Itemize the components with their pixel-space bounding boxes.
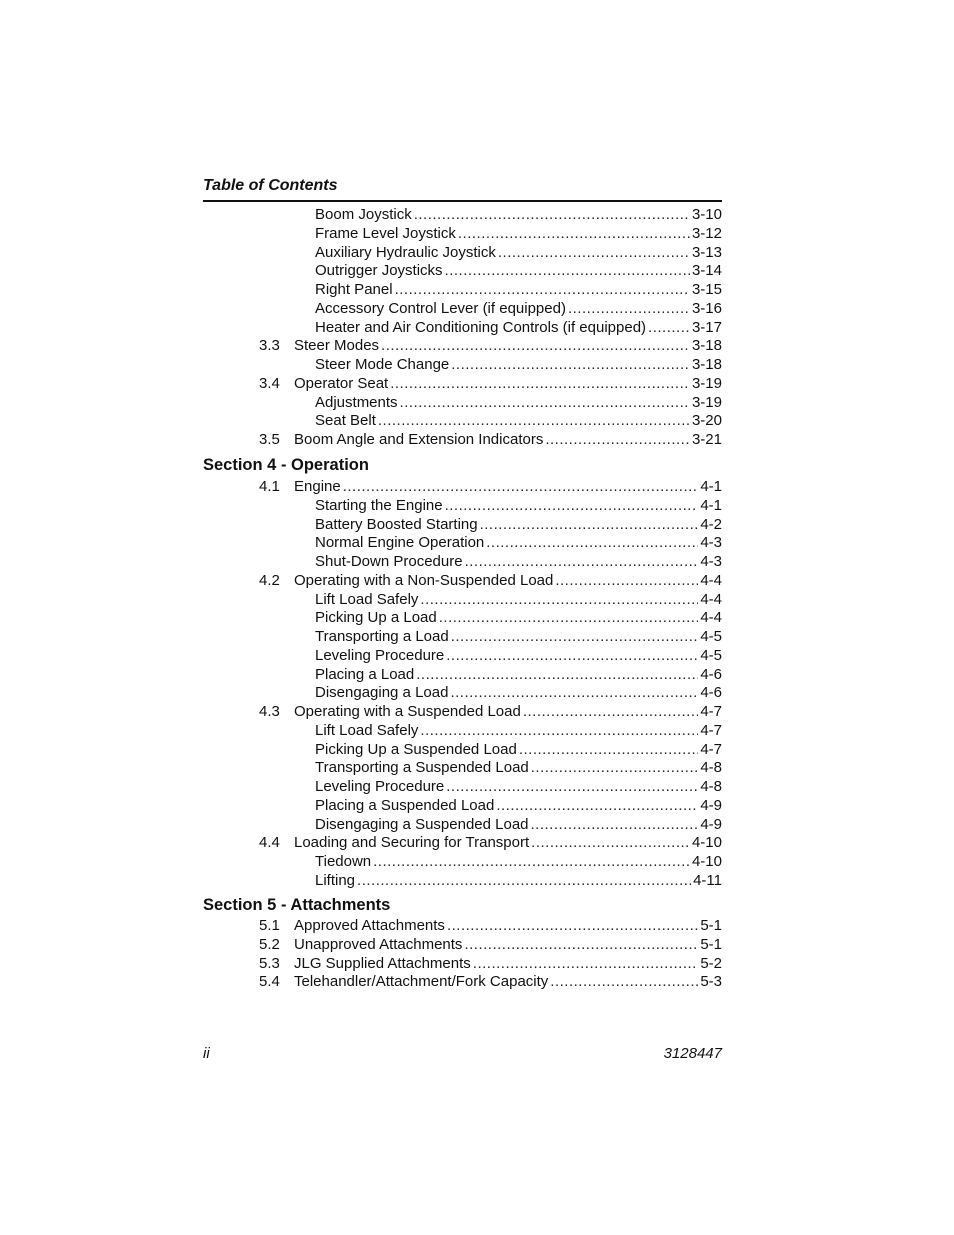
- toc-entry-title: Steer Modes: [294, 337, 380, 355]
- toc-entry[interactable]: [315, 411, 722, 430]
- toc-entry-title: Battery Boosted Starting: [315, 515, 478, 533]
- toc-entry[interactable]: [315, 683, 722, 702]
- toc-entry[interactable]: [315, 758, 722, 777]
- toc-leader-dots: [519, 740, 699, 759]
- toc-leader-dots: [343, 477, 699, 496]
- toc-entry-title: Frame Level Joystick: [315, 224, 456, 242]
- toc-leader-dots: [531, 815, 699, 834]
- toc-entry-page: 3-17: [691, 318, 722, 336]
- toc-leader-dots: [648, 318, 690, 337]
- toc-entry[interactable]: [315, 355, 722, 374]
- toc-entry-title: Engine: [294, 478, 341, 495]
- toc-leader-dots: [450, 683, 698, 702]
- toc-leader-dots: [445, 496, 699, 515]
- toc-entry-title: Normal Engine Operation: [315, 534, 485, 552]
- toc-entry-title: Operator Seat: [294, 374, 389, 392]
- toc-leader-dots: [445, 261, 690, 280]
- toc-entry[interactable]: [315, 627, 722, 646]
- toc-entry[interactable]: [259, 972, 722, 991]
- toc-entry[interactable]: [315, 552, 722, 571]
- toc-entry-title: JLG Supplied Attachments: [294, 954, 471, 972]
- toc-entry[interactable]: [315, 721, 722, 740]
- toc-entry-page: 4-5: [700, 646, 722, 664]
- toc-entry-number: 5.3: [259, 954, 280, 972]
- toc-entry-title: Picking Up a Suspended Load: [315, 740, 517, 758]
- toc-entry-number: 5.4: [259, 973, 280, 991]
- toc-entry-page: 3-19: [691, 374, 722, 392]
- toc-leader-dots: [357, 871, 691, 890]
- toc-leader-dots: [473, 954, 699, 973]
- toc-entry-title: Shut-Down Procedure: [315, 553, 463, 570]
- toc-entry-page: 3-16: [691, 299, 722, 317]
- toc-entry-title: Boom Angle and Extension Indicators: [294, 431, 544, 448]
- toc-leader-dots: [446, 777, 698, 796]
- toc-entry-title: Steer Mode Change: [315, 356, 450, 373]
- toc-leader-dots: [523, 702, 698, 721]
- footer-page-number: ii: [203, 1045, 210, 1062]
- toc-leader-dots: [395, 280, 690, 299]
- toc-leader-dots: [568, 299, 690, 318]
- toc-entry[interactable]: [315, 496, 722, 515]
- toc-entry-page: 4-9: [700, 796, 722, 814]
- toc-leader-dots: [420, 590, 698, 609]
- toc-entry-title: Approved Attachments: [294, 917, 445, 934]
- toc-entry[interactable]: [315, 224, 722, 243]
- toc-entry[interactable]: [315, 533, 722, 552]
- toc-entry-title: Unapproved Attachments: [294, 935, 463, 953]
- toc-leader-dots: [446, 646, 698, 665]
- toc-entry-number: 4.4: [259, 834, 280, 852]
- toc-entry-page: 4-4: [700, 590, 722, 608]
- header-title: Table of Contents: [203, 177, 338, 194]
- toc-entry-page: 3-15: [691, 281, 722, 298]
- toc-entry[interactable]: [315, 243, 722, 262]
- toc-entry-title: Picking Up a Load: [315, 609, 437, 627]
- toc-leader-dots: [555, 571, 698, 590]
- toc-entry[interactable]: [315, 815, 722, 834]
- toc-leader-dots: [486, 533, 698, 552]
- toc-entry[interactable]: [315, 665, 722, 684]
- toc-entry-number: 4.3: [259, 703, 280, 720]
- toc-entry-title: Transporting a Suspended Load: [315, 759, 529, 777]
- toc-entry[interactable]: [259, 430, 722, 449]
- toc-leader-dots: [531, 758, 699, 777]
- toc-entry-title: Disengaging a Suspended Load: [315, 815, 529, 833]
- toc-leader-dots: [439, 608, 699, 627]
- toc-entry-number: 3.4: [259, 374, 280, 392]
- toc-entry-page: 4-10: [691, 853, 722, 870]
- toc-entry[interactable]: [315, 777, 722, 796]
- toc-entry-page: 4-2: [700, 515, 722, 533]
- toc-entry-page: 4-8: [700, 759, 722, 777]
- toc-entry-title: Boom Joystick: [315, 206, 412, 223]
- toc-entry-title: Outrigger Joysticks: [315, 262, 443, 280]
- toc-entry-page: 4-8: [700, 778, 722, 795]
- toc-entry-page: 3-10: [691, 206, 722, 223]
- toc-entry-page: 4-6: [700, 684, 722, 702]
- toc-entry[interactable]: [259, 833, 722, 852]
- toc-leader-dots: [451, 627, 699, 646]
- toc-entry[interactable]: [315, 393, 722, 412]
- toc-leader-dots: [464, 935, 698, 954]
- toc-entry-title: Leveling Procedure: [315, 778, 445, 795]
- toc-leader-dots: [496, 796, 698, 815]
- toc-entry-page: 3-14: [691, 262, 722, 280]
- toc-entry[interactable]: [315, 646, 722, 665]
- toc-entry-title: Seat Belt: [315, 412, 376, 430]
- toc-entry-page: 3-18: [691, 356, 722, 373]
- toc-entry-title: Telehandler/Attachment/Fork Capacity: [294, 973, 549, 991]
- toc-entry-page: 4-6: [700, 665, 722, 683]
- toc-entry[interactable]: [315, 740, 722, 759]
- toc-entry[interactable]: [315, 852, 722, 871]
- toc-entry-number: 3.5: [259, 431, 280, 448]
- toc-entry-title: Placing a Suspended Load: [315, 796, 495, 814]
- toc-entry-title: Operating with a Suspended Load: [294, 703, 521, 720]
- toc-entry[interactable]: [315, 299, 722, 318]
- toc-entry-number: 3.3: [259, 337, 280, 355]
- toc-entry-number: 4.1: [259, 478, 280, 495]
- toc-leader-dots: [480, 515, 699, 534]
- toc-entry-page: 4-3: [700, 553, 722, 570]
- toc-entry-page: 4-1: [700, 478, 722, 495]
- toc-leader-dots: [550, 972, 698, 991]
- toc-entry-title: Disengaging a Load: [315, 684, 449, 702]
- toc-entry[interactable]: [315, 261, 722, 280]
- toc-entry-title: Transporting a Load: [315, 628, 449, 645]
- toc-entry[interactable]: [315, 515, 722, 534]
- toc-entry-page: 3-18: [691, 337, 722, 355]
- toc-entry[interactable]: [259, 702, 722, 721]
- toc-leader-dots: [447, 916, 698, 935]
- toc-entry-page: 3-21: [691, 431, 722, 448]
- toc-leader-dots: [381, 336, 690, 355]
- toc-entry-title: Lift Load Safely: [315, 721, 419, 739]
- toc-entry-page: 4-3: [700, 534, 722, 552]
- toc-leader-dots: [378, 411, 690, 430]
- toc-entry[interactable]: [315, 318, 722, 337]
- toc-entry-title: Heater and Air Conditioning Controls (if equipped): [315, 318, 647, 336]
- page-header: [203, 177, 722, 202]
- toc-entry-page: 3-13: [691, 243, 722, 261]
- toc-entry-page: 4-4: [700, 609, 722, 627]
- toc-entry[interactable]: [315, 796, 722, 815]
- toc-entry-title: Operating with a Non-Suspended Load: [294, 571, 554, 589]
- toc-entry-page: 3-12: [691, 224, 722, 242]
- toc-leader-dots: [420, 721, 698, 740]
- toc-entry-page: 5-1: [700, 917, 722, 934]
- toc-entry-page: 4-10: [691, 834, 722, 852]
- toc-entry-title: Lifting: [315, 871, 356, 889]
- toc-entry-page: 5-2: [700, 954, 722, 972]
- toc-entry[interactable]: [259, 374, 722, 393]
- toc-entry-title: Right Panel: [315, 281, 393, 298]
- toc-entry-page: 3-19: [691, 393, 722, 411]
- toc-leader-dots: [545, 430, 690, 449]
- toc-leader-dots: [465, 552, 699, 571]
- toc-entry-title: Starting the Engine: [315, 496, 443, 514]
- toc-entry[interactable]: [315, 590, 722, 609]
- toc-entry[interactable]: [315, 871, 722, 890]
- toc-leader-dots: [390, 374, 690, 393]
- toc-entry-title: Lift Load Safely: [315, 590, 419, 608]
- toc-entry-page: 4-7: [700, 703, 722, 720]
- toc-entry-number: 5.2: [259, 935, 280, 953]
- toc-entry[interactable]: [315, 608, 722, 627]
- toc-entry[interactable]: [259, 954, 722, 973]
- toc-entry-number: 5.1: [259, 917, 280, 934]
- toc-entry-page: 4-11: [693, 871, 722, 889]
- toc-entry[interactable]: [259, 477, 722, 496]
- toc-entry[interactable]: [259, 916, 722, 935]
- toc-entry-title: Auxiliary Hydraulic Joystick: [315, 243, 496, 261]
- section-4-heading[interactable]: Section 4 - Operation: [203, 456, 369, 474]
- toc-entry-page: 5-3: [700, 973, 722, 991]
- toc-leader-dots: [458, 224, 690, 243]
- toc-leader-dots: [531, 833, 690, 852]
- toc-entry-page: 4-5: [700, 628, 722, 645]
- toc-entry-page: 3-20: [691, 412, 722, 430]
- toc-entry-page: 4-7: [700, 740, 722, 758]
- toc-entry-title: Adjustments: [315, 393, 398, 411]
- toc-entry-number: 4.2: [259, 571, 280, 589]
- toc-entry-title: Leveling Procedure: [315, 646, 445, 664]
- toc-entry[interactable]: [315, 205, 722, 224]
- toc-entry-page: 4-7: [700, 721, 722, 739]
- toc-entry[interactable]: [315, 280, 722, 299]
- toc-entry-title: Accessory Control Lever (if equipped): [315, 299, 566, 317]
- toc-leader-dots: [373, 852, 690, 871]
- toc-entry-page: 5-1: [700, 935, 722, 953]
- toc-entry-page: 4-1: [700, 496, 722, 514]
- toc-entry[interactable]: [259, 336, 722, 355]
- toc-entry-title: Tiedown: [315, 853, 372, 870]
- section-5-heading[interactable]: Section 5 - Attachments: [203, 896, 391, 914]
- toc-leader-dots: [498, 243, 690, 262]
- toc-entry-title: Loading and Securing for Transport: [294, 834, 530, 852]
- toc-entry-page: 4-9: [700, 815, 722, 833]
- toc-leader-dots: [416, 665, 698, 684]
- toc-leader-dots: [451, 355, 690, 374]
- footer-doc-number: 3128447: [663, 1045, 722, 1062]
- toc-entry-page: 4-4: [700, 571, 722, 589]
- toc-entry[interactable]: [259, 935, 722, 954]
- toc-entry-title: Placing a Load: [315, 665, 415, 683]
- toc-entry[interactable]: [259, 571, 722, 590]
- toc-leader-dots: [414, 205, 690, 224]
- toc-leader-dots: [400, 393, 690, 412]
